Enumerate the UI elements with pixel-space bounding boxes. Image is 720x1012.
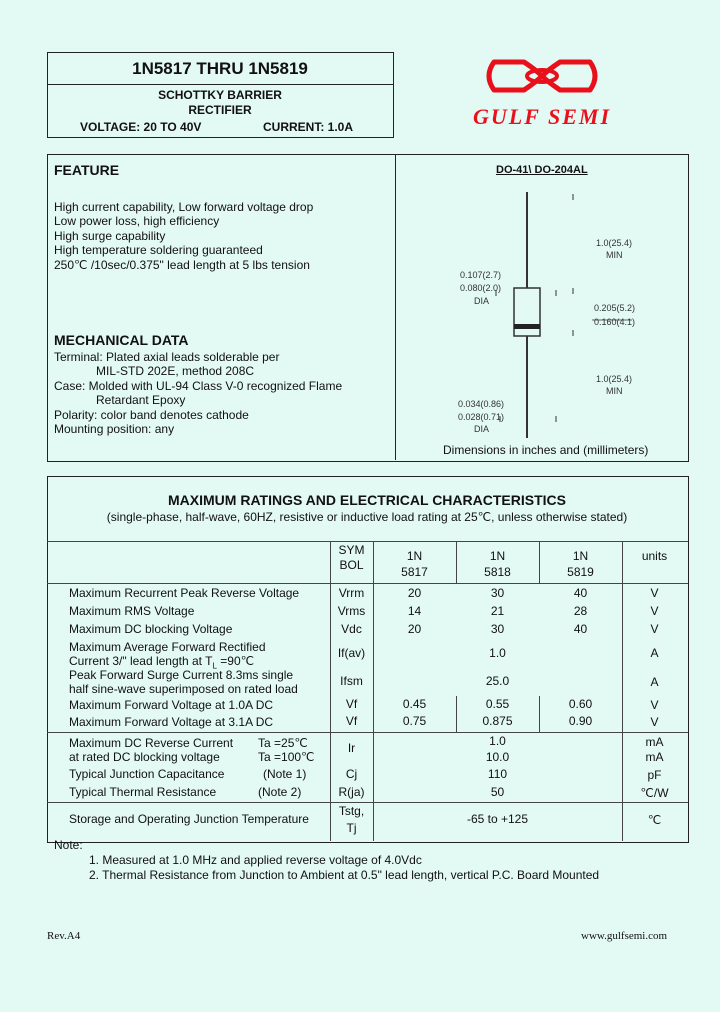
gulf-semi-logo (462, 54, 622, 134)
current-rating: CURRENT: 1.0A (263, 120, 354, 134)
dim-label: DIA (474, 424, 490, 434)
row-label: half sine-wave superimposed on rated load (69, 682, 298, 696)
row-value: 0.75 (402, 714, 427, 728)
row-symbol: Tj (346, 821, 357, 835)
row-unit: mA (645, 750, 664, 764)
diode-drawing (396, 180, 686, 440)
col-header-units: units (641, 549, 668, 563)
row-symbol: R(ja) (338, 785, 365, 799)
row-unit: mA (645, 735, 664, 749)
row-symbol: Vf (345, 714, 358, 728)
dim-label: MIN (606, 386, 623, 396)
row-value: 1.0 (489, 734, 506, 748)
row-symbol: Ifsm (340, 674, 363, 688)
mechanical-line: Case: Molded with UL-94 Class V-0 recognized Flame (54, 379, 343, 393)
device-type-line1: SCHOTTKY BARRIER (158, 88, 282, 102)
ratings-subtitle: (single-phase, half-wave, 60HZ, resistive or inductive load rating at 25℃, unless otherwise stated) (106, 510, 628, 524)
feature-title: FEATURE (54, 162, 120, 178)
dim-label: DIA (474, 296, 490, 306)
row-label: Maximum RMS Voltage (69, 604, 195, 618)
col-header-symbol: SYM (338, 543, 365, 557)
website-url: www.gulfsemi.com (581, 930, 668, 942)
row-label: Storage and Operating Junction Temperature (69, 812, 309, 826)
row-symbol: Vdc (341, 622, 362, 636)
note-item: 2. Thermal Resistance from Junction to Ambient at 0.5" lead length, vertical P.C. Board Mounted (89, 868, 600, 882)
row-unit: V (650, 622, 659, 636)
dim-label: MIN (606, 250, 623, 260)
row-condition: Ta =100℃ (258, 750, 315, 764)
voltage-rating: VOLTAGE: 20 TO 40V (80, 120, 202, 134)
row-label: Maximum Recurrent Peak Reverse Voltage (69, 586, 300, 600)
row-value: 110 (487, 767, 508, 781)
col-header-1n5818: 1N (489, 549, 506, 563)
row-value: 20 (407, 586, 422, 600)
row-condition: Ta =25℃ (258, 736, 308, 750)
mechanical-title: MECHANICAL DATA (54, 332, 189, 348)
dim-label: 0.205(5.2) (594, 303, 636, 313)
mechanical-line: Terminal: Plated axial leads solderable per (54, 350, 280, 364)
row-unit: A (650, 675, 659, 689)
feature-item: Low power loss, high efficiency (54, 214, 220, 228)
row-value: 40 (573, 622, 588, 636)
notes-title: Note: (54, 838, 83, 852)
revision-label: Rev.A4 (47, 930, 81, 942)
col-header-symbol: BOL (339, 558, 364, 572)
row-label: Typical Junction Capacitance (69, 767, 225, 781)
row-value: 30 (490, 622, 505, 636)
row-label: Typical Thermal Resistance (69, 785, 217, 799)
feature-item: High surge capability (54, 229, 166, 243)
row-label: Maximum Forward Voltage at 3.1A DC (69, 715, 274, 729)
row-label: Peak Forward Surge Current 8.3ms single (69, 668, 294, 682)
col-header-1n5819: 5819 (567, 565, 594, 579)
row-value: 1.0 (489, 646, 506, 660)
row-symbol: Vrrm (338, 586, 365, 600)
feature-item: 250℃ /10sec/0.375" lead length at 5 lbs tension (54, 258, 310, 272)
row-value: 0.875 (482, 714, 513, 728)
row-value: 50 (490, 785, 505, 799)
dim-label: 0.160(4.1) (594, 317, 636, 327)
row-note: (Note 2) (258, 785, 302, 799)
row-unit: ℃ (647, 813, 662, 827)
col-header-1n5818: 5818 (484, 565, 511, 579)
dim-label: 0.028(0.71) (458, 412, 505, 422)
dim-label: 1.0(25.4) (596, 374, 633, 384)
row-value: 14 (407, 604, 422, 618)
col-header-1n5819: 1N (572, 549, 589, 563)
mechanical-line: Polarity: color band denotes cathode (54, 408, 249, 422)
row-value: 40 (573, 586, 588, 600)
mechanical-line: MIL-STD 202E, method 208C (96, 364, 255, 378)
package-title: DO-41\ DO-204AL (496, 164, 588, 176)
mechanical-line: Retardant Epoxy (96, 393, 186, 407)
feature-item: High temperature soldering guaranteed (54, 243, 263, 257)
row-label: Maximum DC Reverse Current (69, 736, 234, 750)
row-symbol: If(av) (337, 646, 366, 660)
row-unit: pF (647, 768, 662, 782)
col-header-1n5817: 1N (406, 549, 423, 563)
row-symbol: Cj (345, 767, 358, 781)
row-symbol: Vrms (337, 604, 366, 618)
row-symbol: Tstg, (338, 804, 365, 818)
row-label: Maximum Forward Voltage at 1.0A DC (69, 698, 274, 712)
row-symbol: Ir (347, 741, 356, 755)
row-unit: A (650, 646, 659, 660)
row-unit: V (650, 698, 659, 712)
dimensions-caption: Dimensions in inches and (millimeters) (443, 443, 649, 457)
row-symbol: Vf (345, 697, 358, 711)
mechanical-line: Mounting position: any (54, 422, 175, 436)
row-value: 10.0 (485, 750, 510, 764)
dim-label: 0.080(2.0) (460, 283, 502, 293)
row-value: 25.0 (485, 674, 510, 688)
ratings-title: MAXIMUM RATINGS AND ELECTRICAL CHARACTERISTICS (168, 492, 566, 508)
note-item: 1. Measured at 1.0 MHz and applied reverse voltage of 4.0Vdc (89, 853, 422, 867)
device-type-line2: RECTIFIER (188, 103, 252, 117)
row-label: Maximum DC blocking Voltage (69, 622, 233, 636)
dim-label: 0.034(0.86) (458, 399, 505, 409)
row-label: at rated DC blocking voltage (69, 750, 220, 764)
row-label: Maximum Average Forward Rectified (69, 640, 266, 654)
row-value: 20 (407, 622, 422, 636)
row-note: (Note 1) (263, 767, 307, 781)
col-header-1n5817: 5817 (401, 565, 428, 579)
row-value: 0.60 (568, 697, 593, 711)
row-value: -65 to +125 (466, 812, 529, 826)
row-unit: V (650, 586, 659, 600)
feature-item: High current capability, Low forward voltage drop (54, 200, 314, 214)
row-unit: ℃/W (640, 786, 669, 800)
row-value: 21 (490, 604, 505, 618)
row-unit: V (650, 604, 659, 618)
part-range-title: 1N5817 THRU 1N5819 (132, 59, 308, 78)
row-value: 0.90 (568, 714, 593, 728)
row-value: 30 (490, 586, 505, 600)
row-value: 0.55 (485, 697, 510, 711)
dim-label: 1.0(25.4) (596, 238, 633, 248)
logo-text: GULF SEMI (472, 104, 612, 129)
row-label: Current 3/" lead length at $T_L$ =90℃ (69, 654, 255, 671)
row-value: 28 (573, 604, 588, 618)
row-value: 0.45 (402, 697, 427, 711)
dim-label: 0.107(2.7) (460, 270, 502, 280)
row-unit: V (650, 715, 659, 729)
